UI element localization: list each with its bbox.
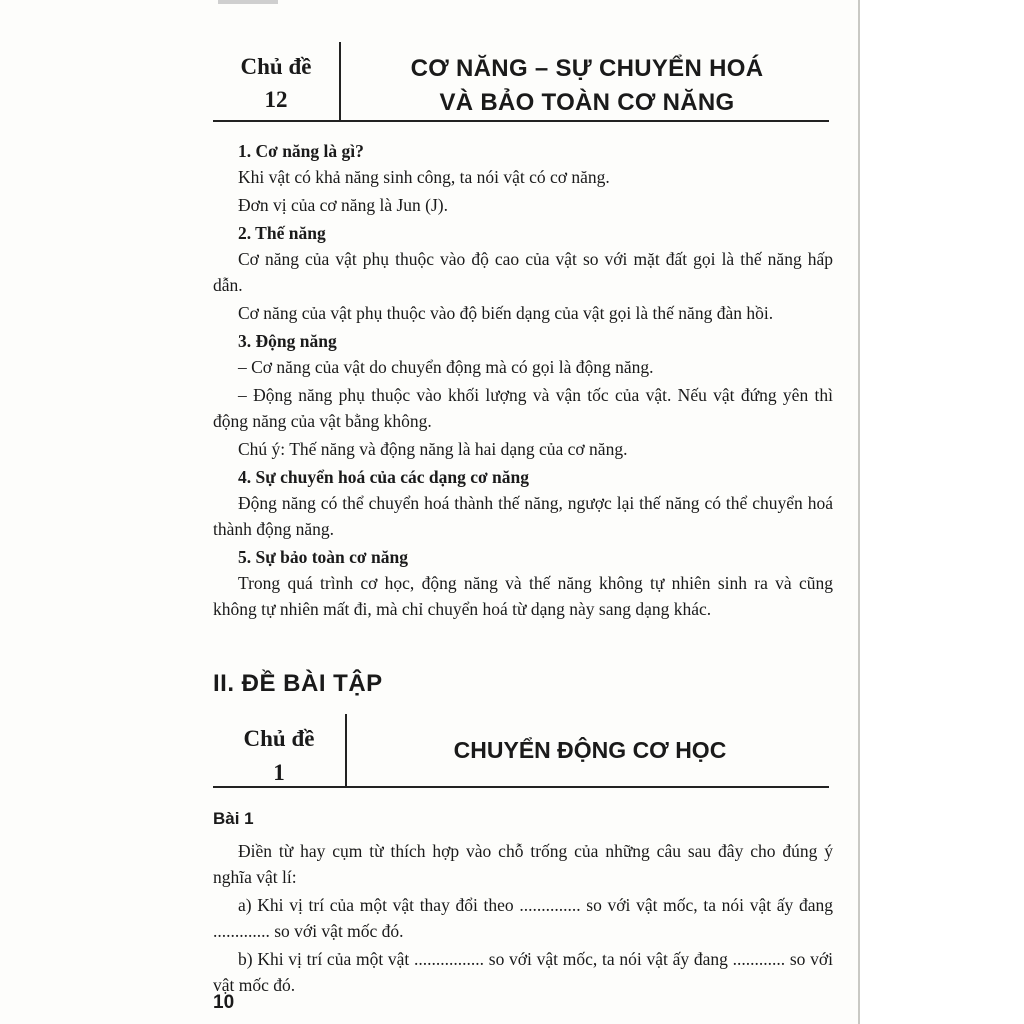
section-1-paragraph-2: Đơn vị của cơ năng là Jun (J).	[238, 195, 448, 215]
topic-12-title-line-1: CƠ NĂNG – SỰ CHUYỂN HOÁ	[410, 55, 764, 82]
topic-1-title: CHUYỂN ĐỘNG CƠ HỌC	[453, 737, 727, 763]
section-2-paragraph-2: Cơ năng của vật phụ thuộc vào độ biến dạng của vật gọi là thế năng đàn hồi.	[238, 303, 774, 323]
topic-12-title-line-2: VÀ BẢO TOÀN CƠ NĂNG	[439, 89, 735, 116]
section-2-heading: 2. Thế năng	[238, 223, 326, 243]
section-3-note: Chú ý: Thế năng và động năng là hai dạng của cơ năng.	[238, 439, 628, 459]
topic-12-number: 12	[264, 87, 288, 112]
section-3-heading: 3. Động năng	[238, 331, 337, 351]
section-4-paragraph-1: Động năng có thể chuyển hoá thành thế năng, ngược lại thế năng có thể chuyển hoá thành động năng.	[213, 493, 833, 539]
topic-1-number: 1	[273, 760, 285, 785]
section-3-paragraph-1: – Cơ năng của vật do chuyển động mà có gọi là động năng.	[238, 357, 654, 377]
section-5-heading: 5. Sự bảo toàn cơ năng	[238, 547, 408, 567]
exercise-1-prompt: Điền từ hay cụm từ thích hợp vào chỗ trống của những câu sau đây cho đúng ý nghĩa vật lí:	[213, 841, 833, 887]
topic-12-label	[213, 42, 341, 120]
exercise-1-title: Bài 1	[213, 809, 254, 828]
topic-1-label-text: Chủ đề	[243, 726, 315, 751]
theory-content	[213, 136, 833, 624]
exercise-1	[213, 806, 833, 1000]
section-title-exercises: II. ĐỀ BÀI TẬP	[213, 670, 383, 697]
topic-1-header	[213, 714, 829, 788]
page-number: 10	[213, 992, 235, 1013]
section-3-paragraph-2: – Động năng phụ thuộc vào khối lượng và vận tốc của vật. Nếu vật đứng yên thì động năng của vật bằng không.	[213, 385, 833, 431]
topic-12-title	[345, 42, 829, 120]
page-margin	[860, 0, 1024, 1024]
exercise-1-item-a: a) Khi vị trí của một vật thay đổi theo .............. so với vật mốc, ta nói vật ấy đang ............. so với vật mốc đó.	[213, 895, 833, 941]
section-4-heading: 4. Sự chuyển hoá của các dạng cơ năng	[238, 467, 529, 487]
section-1-paragraph-1: Khi vật có khả năng sinh công, ta nói vật có cơ năng.	[238, 167, 610, 187]
topic-12-header	[213, 42, 829, 122]
section-1-heading: 1. Cơ năng là gì?	[238, 141, 364, 161]
topic-1-label	[213, 714, 347, 786]
top-edge-mark	[218, 0, 278, 4]
section-2-paragraph-1: Cơ năng của vật phụ thuộc vào độ cao của vật so với mặt đất gọi là thế năng hấp dẫn.	[213, 249, 833, 295]
section-5-paragraph-1: Trong quá trình cơ học, động năng và thế năng không tự nhiên sinh ra và cũng không tự nhiên mất đi, mà chỉ chuyển hoá từ dạng này sang dạng khác.	[213, 573, 833, 619]
exercise-1-item-b: b) Khi vị trí của một vật ................ so với vật mốc, ta nói vật ấy đang ............ so với vật mốc đó.	[213, 949, 833, 995]
topic-12-label-text: Chủ đề	[240, 54, 312, 79]
